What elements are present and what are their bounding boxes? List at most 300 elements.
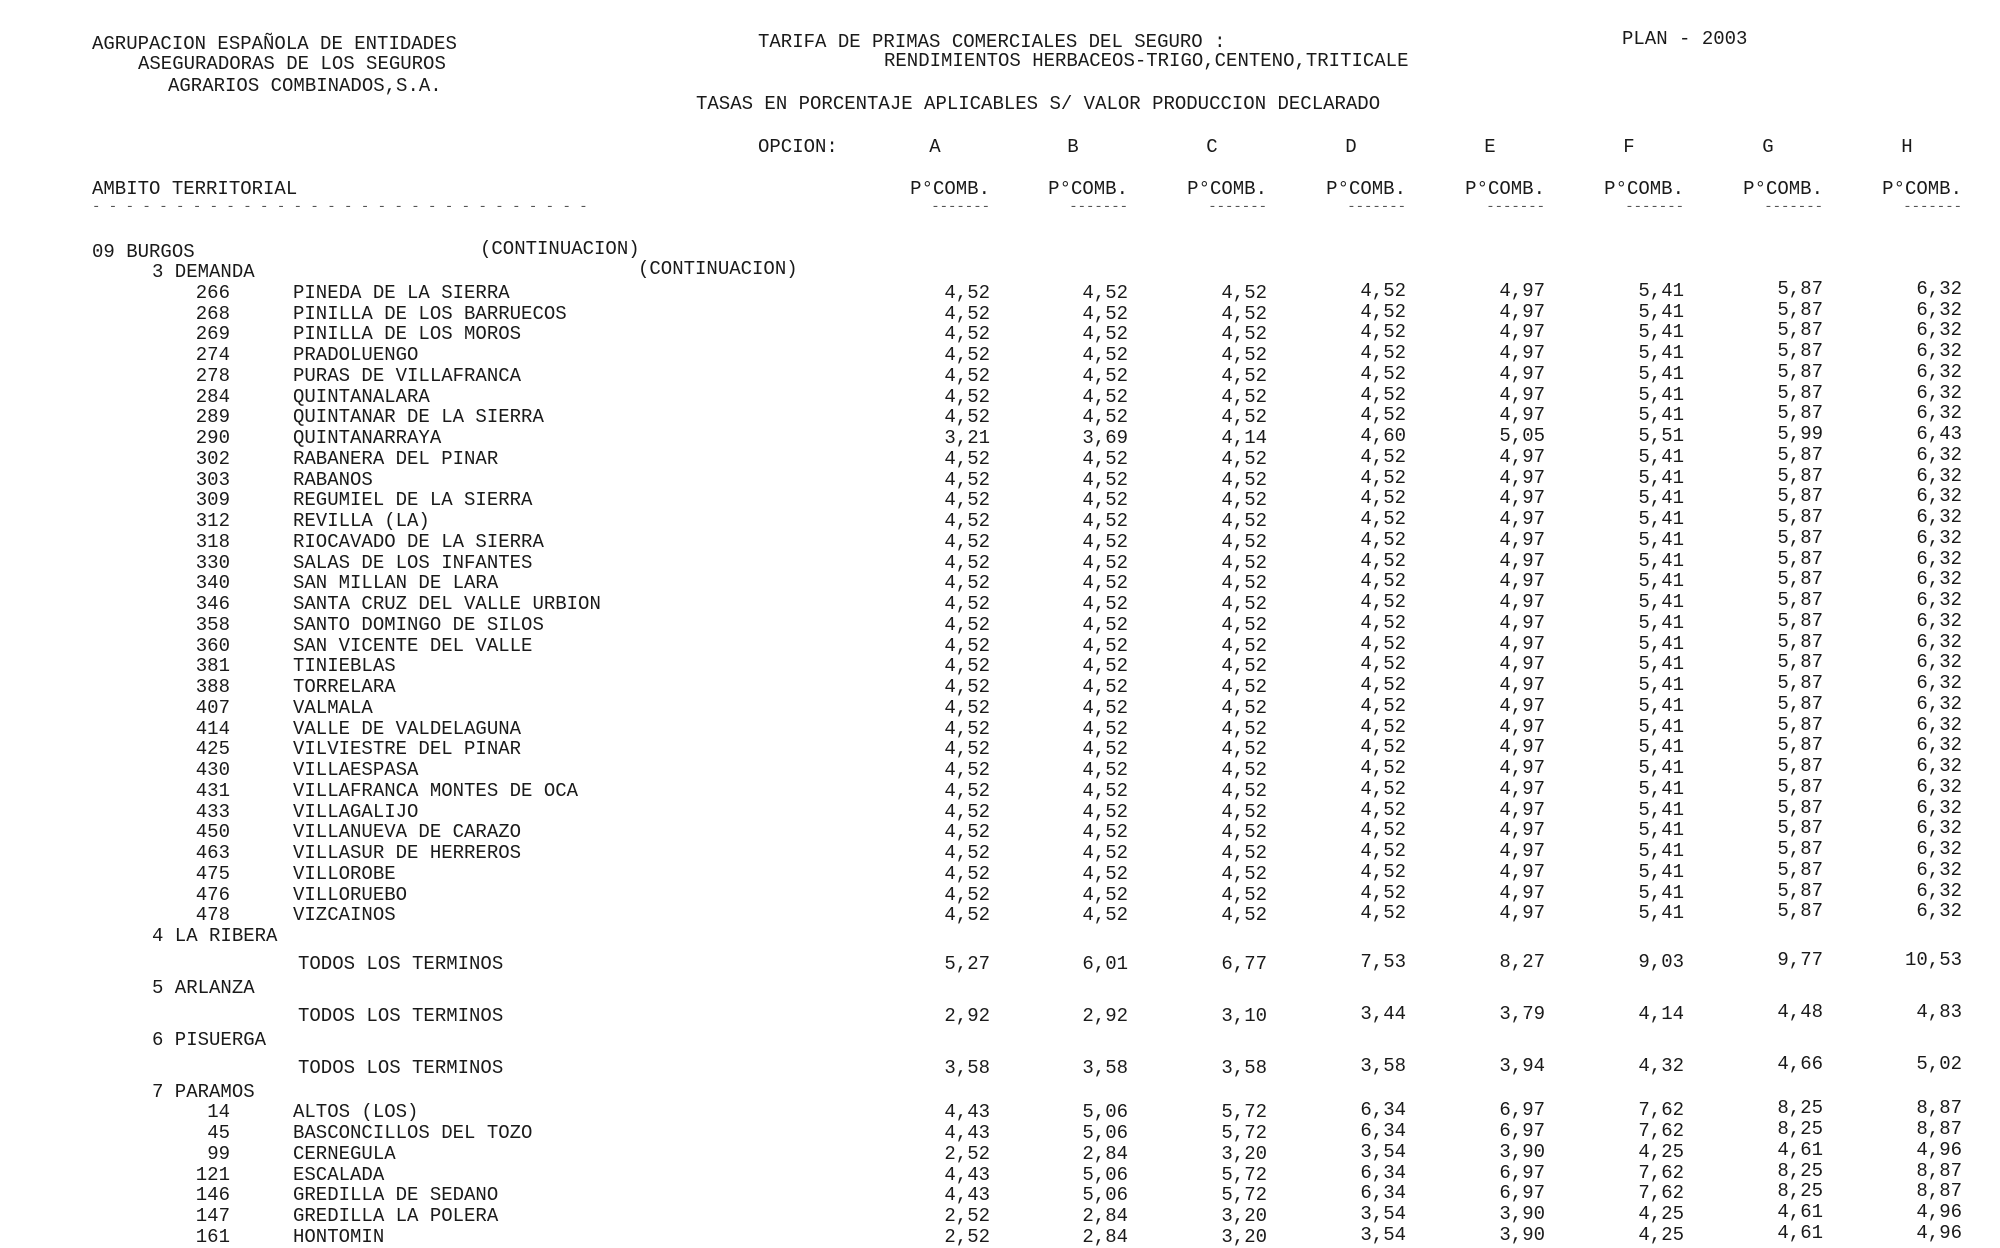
rate-b: 4,52 bbox=[1082, 406, 1128, 428]
rate-b: 4,52 bbox=[1082, 614, 1128, 636]
rate-a: 4,43 bbox=[944, 1164, 990, 1186]
rate-h: 4,96 bbox=[1916, 1139, 1962, 1161]
all-terms-label: TODOS LOS TERMINOS bbox=[298, 1057, 504, 1079]
rate-f: 5,41 bbox=[1638, 342, 1684, 364]
ambito-underline: - - - - - - - - - - - - - - - - - - - - - - - - - - - - - - bbox=[92, 199, 588, 215]
rate-b: 4,52 bbox=[1082, 821, 1128, 843]
rate-f: 5,41 bbox=[1638, 550, 1684, 572]
rate-b: 2,92 bbox=[1082, 1005, 1128, 1027]
rate-h: 6,32 bbox=[1916, 299, 1962, 321]
column-header-c: P°COMB. bbox=[1187, 178, 1267, 200]
rate-c: 3,20 bbox=[1221, 1226, 1267, 1248]
rate-h: 6,32 bbox=[1916, 319, 1962, 341]
rate-g: 8,25 bbox=[1777, 1180, 1823, 1202]
rate-b: 4,52 bbox=[1082, 904, 1128, 926]
rate-h: 6,32 bbox=[1916, 651, 1962, 673]
rate-h: 6,32 bbox=[1916, 589, 1962, 611]
rate-d: 4,52 bbox=[1360, 840, 1406, 862]
rate-b: 5,06 bbox=[1082, 1122, 1128, 1144]
municipality-name: VILLAGALIJO bbox=[293, 801, 419, 823]
rate-g: 4,66 bbox=[1777, 1053, 1823, 1075]
municipality-code: 388 bbox=[195, 676, 230, 698]
rate-e: 6,97 bbox=[1499, 1162, 1545, 1184]
municipality-name: VILLAESPASA bbox=[293, 759, 419, 781]
rate-e: 4,97 bbox=[1499, 591, 1545, 613]
rate-d: 4,52 bbox=[1360, 612, 1406, 634]
municipality-name: SAN MILLAN DE LARA bbox=[293, 572, 499, 594]
rate-f: 7,62 bbox=[1638, 1120, 1684, 1142]
rate-h: 6,32 bbox=[1916, 278, 1962, 300]
rate-h: 6,32 bbox=[1916, 340, 1962, 362]
column-underline-a: ------- bbox=[931, 199, 990, 215]
rate-f: 5,41 bbox=[1638, 799, 1684, 821]
rate-c: 4,52 bbox=[1221, 697, 1267, 719]
rate-g: 5,87 bbox=[1777, 672, 1823, 694]
rate-a: 4,52 bbox=[944, 842, 990, 864]
rate-a: 4,52 bbox=[944, 655, 990, 677]
rate-f: 5,41 bbox=[1638, 280, 1684, 302]
rate-e: 4,97 bbox=[1499, 674, 1545, 696]
rate-e: 4,97 bbox=[1499, 736, 1545, 758]
rate-b: 4,52 bbox=[1082, 759, 1128, 781]
rate-b: 4,52 bbox=[1082, 718, 1128, 740]
rate-g: 8,25 bbox=[1777, 1118, 1823, 1140]
rate-b: 4,52 bbox=[1082, 489, 1128, 511]
rate-e: 4,97 bbox=[1499, 363, 1545, 385]
rate-h: 8,87 bbox=[1916, 1097, 1962, 1119]
rate-g: 5,87 bbox=[1777, 548, 1823, 570]
rate-f: 9,03 bbox=[1638, 951, 1684, 973]
rate-e: 5,05 bbox=[1499, 425, 1545, 447]
municipality-code: 268 bbox=[195, 303, 230, 325]
municipality-code: 147 bbox=[195, 1205, 230, 1227]
rate-f: 5,41 bbox=[1638, 446, 1684, 468]
option-d: D bbox=[1345, 136, 1357, 158]
column-header-a: P°COMB. bbox=[910, 178, 990, 200]
rate-f: 5,41 bbox=[1638, 819, 1684, 841]
rate-d: 4,52 bbox=[1360, 487, 1406, 509]
rate-d: 4,52 bbox=[1360, 363, 1406, 385]
rate-h: 6,32 bbox=[1916, 797, 1962, 819]
rate-d: 4,52 bbox=[1360, 736, 1406, 758]
rate-d: 4,52 bbox=[1360, 695, 1406, 717]
rate-a: 5,27 bbox=[944, 953, 990, 975]
rate-a: 4,52 bbox=[944, 863, 990, 885]
rate-h: 8,87 bbox=[1916, 1160, 1962, 1182]
rate-c: 4,52 bbox=[1221, 718, 1267, 740]
municipality-code: 121 bbox=[195, 1164, 230, 1186]
rate-c: 4,52 bbox=[1221, 386, 1267, 408]
rate-c: 4,52 bbox=[1221, 904, 1267, 926]
rate-g: 5,87 bbox=[1777, 610, 1823, 632]
rate-f: 5,41 bbox=[1638, 716, 1684, 738]
rate-f: 5,41 bbox=[1638, 384, 1684, 406]
municipality-code: 346 bbox=[195, 593, 230, 615]
org-name-line-1: AGRUPACION ESPAÑOLA DE ENTIDADES bbox=[92, 33, 457, 55]
rate-f: 5,41 bbox=[1638, 902, 1684, 924]
rate-c: 3,10 bbox=[1221, 1005, 1267, 1027]
rate-a: 4,52 bbox=[944, 614, 990, 636]
rate-c: 4,52 bbox=[1221, 323, 1267, 345]
rate-g: 4,61 bbox=[1777, 1201, 1823, 1223]
rate-b: 4,52 bbox=[1082, 780, 1128, 802]
municipality-name: VALLE DE VALDELAGUNA bbox=[293, 718, 522, 740]
rate-a: 4,52 bbox=[944, 531, 990, 553]
rate-f: 5,41 bbox=[1638, 882, 1684, 904]
rate-e: 6,97 bbox=[1499, 1182, 1545, 1204]
rate-h: 6,32 bbox=[1916, 485, 1962, 507]
rate-b: 3,69 bbox=[1082, 427, 1128, 449]
rate-d: 4,52 bbox=[1360, 342, 1406, 364]
rate-b: 4,52 bbox=[1082, 842, 1128, 864]
rate-d: 4,52 bbox=[1360, 404, 1406, 426]
tariff-title-line-2: RENDIMIENTOS HERBACEOS-TRIGO,CENTENO,TRITICALE bbox=[884, 50, 1409, 72]
rate-h: 6,32 bbox=[1916, 548, 1962, 570]
rate-e: 3,90 bbox=[1499, 1203, 1545, 1225]
municipality-name: SAN VICENTE DEL VALLE bbox=[293, 635, 533, 657]
rate-f: 5,41 bbox=[1638, 612, 1684, 634]
municipality-code: 478 bbox=[195, 904, 230, 926]
rate-a: 2,52 bbox=[944, 1226, 990, 1248]
rate-b: 4,52 bbox=[1082, 531, 1128, 553]
municipality-name: VILLOROBE bbox=[293, 863, 396, 885]
rate-b: 4,52 bbox=[1082, 365, 1128, 387]
rate-d: 3,54 bbox=[1360, 1203, 1406, 1225]
rate-h: 6,32 bbox=[1916, 506, 1962, 528]
rate-a: 4,52 bbox=[944, 801, 990, 823]
rate-b: 4,52 bbox=[1082, 386, 1128, 408]
rate-h: 6,32 bbox=[1916, 859, 1962, 881]
municipality-code: 433 bbox=[195, 801, 230, 823]
rate-g: 5,87 bbox=[1777, 859, 1823, 881]
rate-e: 6,97 bbox=[1499, 1099, 1545, 1121]
rate-e: 4,97 bbox=[1499, 301, 1545, 323]
municipality-code: 475 bbox=[195, 863, 230, 885]
rate-b: 2,84 bbox=[1082, 1226, 1128, 1248]
rate-a: 4,52 bbox=[944, 697, 990, 719]
rate-e: 4,97 bbox=[1499, 902, 1545, 924]
rate-f: 5,41 bbox=[1638, 529, 1684, 551]
rate-g: 9,77 bbox=[1777, 949, 1823, 971]
rate-c: 4,52 bbox=[1221, 884, 1267, 906]
municipality-code: 45 bbox=[207, 1122, 230, 1144]
rate-g: 5,87 bbox=[1777, 465, 1823, 487]
tariff-title-line-1: TARIFA DE PRIMAS COMERCIALES DEL SEGURO : bbox=[758, 31, 1226, 53]
rate-e: 6,97 bbox=[1499, 1120, 1545, 1142]
province-continuation-note: (CONTINUACION) bbox=[480, 238, 640, 260]
rate-d: 4,52 bbox=[1360, 799, 1406, 821]
rate-e: 4,97 bbox=[1499, 467, 1545, 489]
rate-f: 5,41 bbox=[1638, 695, 1684, 717]
rate-a: 4,52 bbox=[944, 552, 990, 574]
municipality-code: 278 bbox=[195, 365, 230, 387]
rate-f: 5,41 bbox=[1638, 757, 1684, 779]
rate-g: 5,87 bbox=[1777, 776, 1823, 798]
rate-h: 6,32 bbox=[1916, 734, 1962, 756]
municipality-name: CERNEGULA bbox=[293, 1143, 396, 1165]
rate-e: 4,97 bbox=[1499, 799, 1545, 821]
rate-d: 4,52 bbox=[1360, 778, 1406, 800]
rate-a: 4,52 bbox=[944, 303, 990, 325]
municipality-name: ALTOS (LOS) bbox=[293, 1101, 419, 1123]
rate-a: 4,52 bbox=[944, 738, 990, 760]
rate-c: 4,52 bbox=[1221, 303, 1267, 325]
rate-d: 4,52 bbox=[1360, 716, 1406, 738]
comarca-label: 6 PISUERGA bbox=[152, 1029, 267, 1051]
rate-a: 4,52 bbox=[944, 489, 990, 511]
rate-a: 2,52 bbox=[944, 1143, 990, 1165]
rate-c: 4,52 bbox=[1221, 469, 1267, 491]
rate-h: 6,32 bbox=[1916, 527, 1962, 549]
municipality-code: 358 bbox=[195, 614, 230, 636]
rate-c: 4,52 bbox=[1221, 759, 1267, 781]
rate-b: 4,52 bbox=[1082, 593, 1128, 615]
rate-b: 4,52 bbox=[1082, 448, 1128, 470]
comarca-continuation-note: (CONTINUACION) bbox=[638, 258, 798, 280]
rate-g: 5,87 bbox=[1777, 382, 1823, 404]
comarca-label: 3 DEMANDA bbox=[152, 261, 255, 283]
rate-c: 5,72 bbox=[1221, 1164, 1267, 1186]
rate-h: 6,32 bbox=[1916, 880, 1962, 902]
rate-g: 5,87 bbox=[1777, 631, 1823, 653]
municipality-code: 312 bbox=[195, 510, 230, 532]
option-e: E bbox=[1484, 136, 1496, 158]
rate-a: 4,52 bbox=[944, 884, 990, 906]
municipality-name: TORRELARA bbox=[293, 676, 396, 698]
municipality-code: 266 bbox=[195, 282, 230, 304]
rate-c: 4,52 bbox=[1221, 614, 1267, 636]
rate-b: 4,52 bbox=[1082, 738, 1128, 760]
rate-g: 5,87 bbox=[1777, 485, 1823, 507]
municipality-name: PURAS DE VILLAFRANCA bbox=[293, 365, 522, 387]
rate-g: 5,87 bbox=[1777, 693, 1823, 715]
rate-a: 2,52 bbox=[944, 1205, 990, 1227]
municipality-name: PRADOLUENGO bbox=[293, 344, 419, 366]
column-underline-d: ------- bbox=[1347, 199, 1406, 215]
column-header-h: P°COMB. bbox=[1882, 178, 1962, 200]
rate-h: 6,32 bbox=[1916, 900, 1962, 922]
rate-b: 5,06 bbox=[1082, 1164, 1128, 1186]
rate-f: 5,41 bbox=[1638, 404, 1684, 426]
rate-c: 4,52 bbox=[1221, 448, 1267, 470]
municipality-name: SANTO DOMINGO DE SILOS bbox=[293, 614, 544, 636]
rate-f: 4,25 bbox=[1638, 1141, 1684, 1163]
rate-c: 4,52 bbox=[1221, 510, 1267, 532]
rate-c: 4,52 bbox=[1221, 593, 1267, 615]
rate-h: 6,32 bbox=[1916, 361, 1962, 383]
rate-b: 4,52 bbox=[1082, 282, 1128, 304]
municipality-name: RABANOS bbox=[293, 469, 373, 491]
rate-a: 4,52 bbox=[944, 635, 990, 657]
rate-c: 5,72 bbox=[1221, 1122, 1267, 1144]
ambito-territorial-label: AMBITO TERRITORIAL bbox=[92, 178, 298, 200]
rate-h: 6,32 bbox=[1916, 776, 1962, 798]
column-underline-h: ------- bbox=[1903, 199, 1962, 215]
rate-e: 3,90 bbox=[1499, 1141, 1545, 1163]
org-name-line-3: AGRARIOS COMBINADOS,S.A. bbox=[168, 75, 442, 97]
all-terms-label: TODOS LOS TERMINOS bbox=[298, 1005, 504, 1027]
rate-f: 5,41 bbox=[1638, 591, 1684, 613]
rate-h: 4,83 bbox=[1916, 1001, 1962, 1023]
municipality-name: PINILLA DE LOS BARRUECOS bbox=[293, 303, 567, 325]
rate-e: 4,97 bbox=[1499, 508, 1545, 530]
rate-f: 5,41 bbox=[1638, 736, 1684, 758]
rate-d: 6,34 bbox=[1360, 1182, 1406, 1204]
rate-e: 4,97 bbox=[1499, 840, 1545, 862]
municipality-name: BASCONCILLOS DEL TOZO bbox=[293, 1122, 533, 1144]
rate-f: 5,41 bbox=[1638, 861, 1684, 883]
rate-e: 3,90 bbox=[1499, 1224, 1545, 1246]
rate-h: 6,32 bbox=[1916, 714, 1962, 736]
rate-d: 7,53 bbox=[1360, 951, 1406, 973]
rate-d: 4,52 bbox=[1360, 757, 1406, 779]
rate-b: 4,52 bbox=[1082, 510, 1128, 532]
rate-g: 5,99 bbox=[1777, 423, 1823, 445]
municipality-name: GREDILLA LA POLERA bbox=[293, 1205, 499, 1227]
municipality-code: 414 bbox=[195, 718, 230, 740]
rate-e: 4,97 bbox=[1499, 280, 1545, 302]
column-underline-c: ------- bbox=[1208, 199, 1267, 215]
municipality-code: 14 bbox=[207, 1101, 230, 1123]
rate-f: 7,62 bbox=[1638, 1099, 1684, 1121]
column-header-d: P°COMB. bbox=[1326, 178, 1406, 200]
rate-d: 4,52 bbox=[1360, 902, 1406, 924]
municipality-code: 318 bbox=[195, 531, 230, 553]
rate-b: 6,01 bbox=[1082, 953, 1128, 975]
rate-h: 6,32 bbox=[1916, 838, 1962, 860]
rate-g: 5,87 bbox=[1777, 900, 1823, 922]
column-underline-g: ------- bbox=[1764, 199, 1823, 215]
municipality-code: 340 bbox=[195, 572, 230, 594]
rate-e: 4,97 bbox=[1499, 404, 1545, 426]
rate-f: 4,32 bbox=[1638, 1055, 1684, 1077]
rate-f: 5,41 bbox=[1638, 674, 1684, 696]
rate-h: 4,96 bbox=[1916, 1201, 1962, 1223]
municipality-code: 146 bbox=[195, 1184, 230, 1206]
option-c: C bbox=[1206, 136, 1218, 158]
rate-g: 5,87 bbox=[1777, 589, 1823, 611]
rate-a: 4,52 bbox=[944, 282, 990, 304]
rate-g: 5,87 bbox=[1777, 880, 1823, 902]
comarca-label: 7 PARAMOS bbox=[152, 1081, 255, 1103]
rate-c: 4,52 bbox=[1221, 531, 1267, 553]
rate-f: 7,62 bbox=[1638, 1162, 1684, 1184]
rate-f: 5,41 bbox=[1638, 467, 1684, 489]
rate-b: 3,58 bbox=[1082, 1057, 1128, 1079]
rate-e: 4,97 bbox=[1499, 861, 1545, 883]
rate-g: 5,87 bbox=[1777, 278, 1823, 300]
rate-c: 5,72 bbox=[1221, 1184, 1267, 1206]
municipality-name: QUINTANAR DE LA SIERRA bbox=[293, 406, 544, 428]
rate-b: 4,52 bbox=[1082, 344, 1128, 366]
rate-a: 4,52 bbox=[944, 406, 990, 428]
municipality-code: 330 bbox=[195, 552, 230, 574]
municipality-code: 284 bbox=[195, 386, 230, 408]
rate-e: 3,94 bbox=[1499, 1055, 1545, 1077]
rate-h: 6,32 bbox=[1916, 465, 1962, 487]
rate-d: 4,52 bbox=[1360, 508, 1406, 530]
rate-f: 5,41 bbox=[1638, 301, 1684, 323]
rate-e: 3,79 bbox=[1499, 1003, 1545, 1025]
rate-e: 4,97 bbox=[1499, 529, 1545, 551]
rate-d: 4,52 bbox=[1360, 819, 1406, 841]
rate-e: 4,97 bbox=[1499, 716, 1545, 738]
municipality-name: REGUMIEL DE LA SIERRA bbox=[293, 489, 533, 511]
comarca-label: 4 LA RIBERA bbox=[152, 925, 278, 947]
rate-b: 2,84 bbox=[1082, 1143, 1128, 1165]
rate-g: 5,87 bbox=[1777, 797, 1823, 819]
rate-e: 8,27 bbox=[1499, 951, 1545, 973]
rate-b: 5,06 bbox=[1082, 1184, 1128, 1206]
rate-a: 3,58 bbox=[944, 1057, 990, 1079]
rate-d: 3,54 bbox=[1360, 1224, 1406, 1246]
rate-d: 4,52 bbox=[1360, 467, 1406, 489]
rate-a: 4,43 bbox=[944, 1184, 990, 1206]
rate-h: 6,43 bbox=[1916, 423, 1962, 445]
rate-d: 4,52 bbox=[1360, 570, 1406, 592]
rate-d: 4,52 bbox=[1360, 861, 1406, 883]
rate-c: 3,58 bbox=[1221, 1057, 1267, 1079]
rate-e: 4,97 bbox=[1499, 819, 1545, 841]
rate-b: 4,52 bbox=[1082, 552, 1128, 574]
municipality-name: GREDILLA DE SEDANO bbox=[293, 1184, 499, 1206]
rate-a: 4,52 bbox=[944, 821, 990, 843]
rate-g: 8,25 bbox=[1777, 1160, 1823, 1182]
rate-f: 4,25 bbox=[1638, 1224, 1684, 1246]
rate-e: 4,97 bbox=[1499, 633, 1545, 655]
rate-b: 2,84 bbox=[1082, 1205, 1128, 1227]
rate-c: 4,52 bbox=[1221, 406, 1267, 428]
rate-c: 4,52 bbox=[1221, 572, 1267, 594]
rate-h: 6,32 bbox=[1916, 755, 1962, 777]
municipality-code: 431 bbox=[195, 780, 230, 802]
rate-h: 6,32 bbox=[1916, 672, 1962, 694]
rate-a: 4,52 bbox=[944, 510, 990, 532]
rate-h: 8,87 bbox=[1916, 1180, 1962, 1202]
rate-h: 10,53 bbox=[1904, 949, 1962, 971]
rate-h: 6,32 bbox=[1916, 610, 1962, 632]
column-header-f: P°COMB. bbox=[1604, 178, 1684, 200]
option-a: A bbox=[929, 136, 941, 158]
rate-g: 5,87 bbox=[1777, 402, 1823, 424]
municipality-code: 99 bbox=[207, 1143, 230, 1165]
rate-f: 5,41 bbox=[1638, 633, 1684, 655]
rate-g: 5,87 bbox=[1777, 714, 1823, 736]
rate-d: 4,52 bbox=[1360, 591, 1406, 613]
rate-c: 4,52 bbox=[1221, 282, 1267, 304]
rate-d: 4,60 bbox=[1360, 425, 1406, 447]
rate-f: 5,41 bbox=[1638, 508, 1684, 530]
option-g: G bbox=[1762, 136, 1774, 158]
rate-g: 4,61 bbox=[1777, 1222, 1823, 1244]
rate-d: 3,44 bbox=[1360, 1003, 1406, 1025]
rate-b: 5,06 bbox=[1082, 1101, 1128, 1123]
rate-a: 3,21 bbox=[944, 427, 990, 449]
municipality-name: RIOCAVADO DE LA SIERRA bbox=[293, 531, 544, 553]
rate-g: 5,87 bbox=[1777, 838, 1823, 860]
rate-c: 4,52 bbox=[1221, 780, 1267, 802]
rate-h: 4,96 bbox=[1916, 1222, 1962, 1244]
rate-f: 5,41 bbox=[1638, 363, 1684, 385]
municipality-name: VILLANUEVA DE CARAZO bbox=[293, 821, 522, 843]
municipality-name: VIZCAINOS bbox=[293, 904, 396, 926]
rate-g: 5,87 bbox=[1777, 568, 1823, 590]
rate-c: 6,77 bbox=[1221, 953, 1267, 975]
column-underline-b: ------- bbox=[1069, 199, 1128, 215]
rate-b: 4,52 bbox=[1082, 884, 1128, 906]
rate-e: 4,97 bbox=[1499, 487, 1545, 509]
municipality-code: 450 bbox=[195, 821, 230, 843]
